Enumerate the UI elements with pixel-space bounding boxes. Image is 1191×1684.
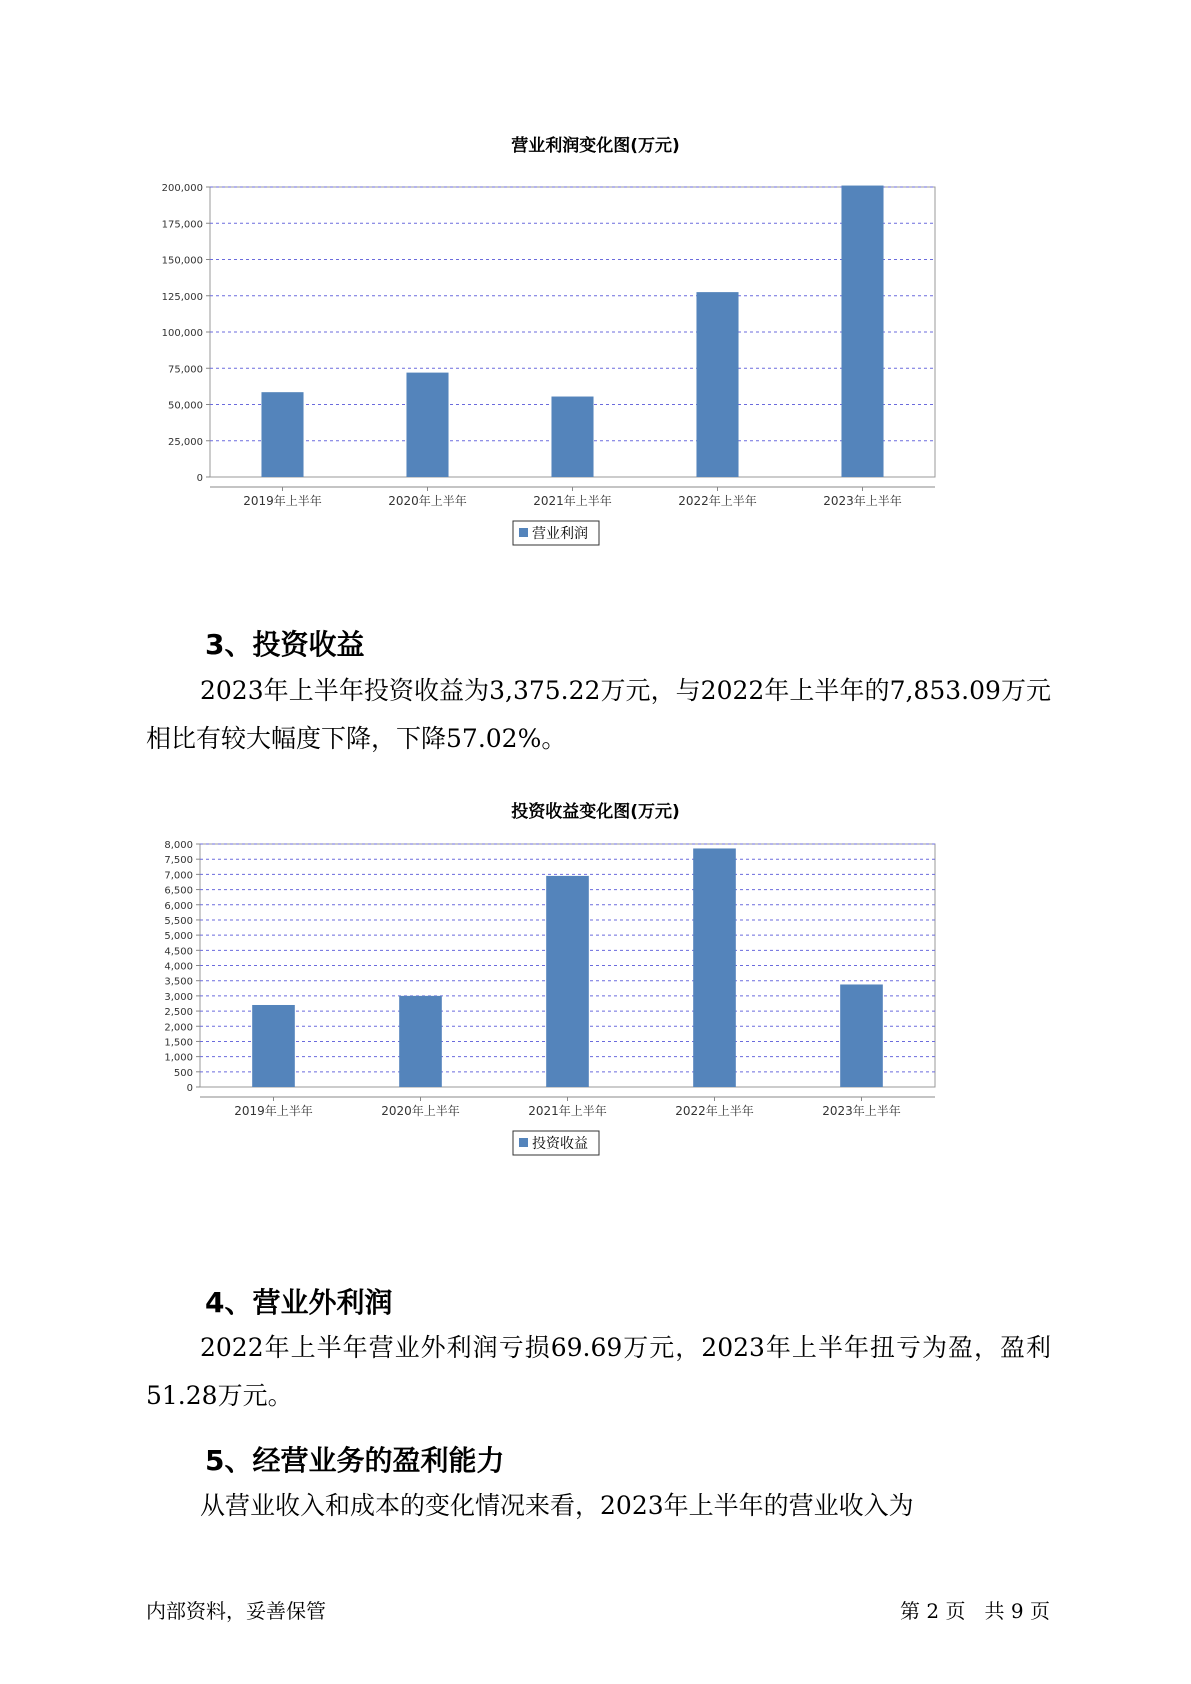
bar <box>841 186 883 477</box>
x-tick-label: 2023年上半年 <box>822 1104 901 1118</box>
y-tick-label: 5,500 <box>164 915 193 927</box>
y-tick-label: 1,500 <box>164 1037 193 1049</box>
y-tick-label: 2,000 <box>164 1022 193 1034</box>
legend-label: 投资收益 <box>532 1136 588 1152</box>
section-heading: 5、经营业务的盈利能力 <box>205 1444 505 1477</box>
y-tick-label: 150,000 <box>161 255 203 267</box>
section-paragraph: 2023年上半年投资收益为3,375.22万元，与2022年上半年的7,853.09万元相比有较大幅度下降，下降57.02%。 <box>146 676 1051 753</box>
y-tick-label: 500 <box>173 1067 193 1079</box>
section-paragraph: 从营业收入和成本的变化情况来看，2023年上半年的营业收入为 <box>200 1491 914 1520</box>
y-tick-label: 50,000 <box>168 400 203 412</box>
bar <box>252 1005 295 1087</box>
section-heading: 3、投资收益 <box>205 628 365 661</box>
y-tick-label: 7,500 <box>164 855 193 867</box>
x-tick-label: 2022年上半年 <box>675 1104 754 1118</box>
x-tick-label: 2020年上半年 <box>381 1104 460 1118</box>
chart-title: 投资收益变化图(万元) <box>511 802 680 822</box>
bar <box>840 984 883 1087</box>
chart-title: 营业利润变化图(万元) <box>511 136 680 156</box>
y-tick-label: 5,000 <box>164 931 193 943</box>
y-tick-label: 0 <box>186 1083 193 1094</box>
y-tick-label: 100,000 <box>161 328 203 339</box>
x-tick-label: 2019年上半年 <box>234 1104 313 1118</box>
x-tick-label: 2021年上半年 <box>533 494 612 508</box>
bar <box>399 996 442 1087</box>
y-tick-label: 6,000 <box>164 900 193 912</box>
y-tick-label: 7,000 <box>164 870 193 882</box>
operating-profit-chart <box>150 172 1030 552</box>
legend-swatch <box>519 528 528 537</box>
legend <box>513 521 599 545</box>
y-tick-label: 6,500 <box>164 885 193 897</box>
y-tick-label: 8,000 <box>164 840 193 851</box>
bar <box>693 848 736 1087</box>
footer-confidential: 内部资料，妥善保管 <box>146 1599 326 1623</box>
y-tick-label: 1,000 <box>164 1052 193 1064</box>
y-tick-label: 125,000 <box>161 291 203 303</box>
y-tick-label: 0 <box>196 473 203 484</box>
legend-label: 营业利润 <box>532 526 588 542</box>
y-tick-label: 75,000 <box>168 364 203 376</box>
footer-page-number: 第 2 页 共 9 页 <box>900 1599 1050 1623</box>
bar <box>696 292 738 477</box>
x-tick-label: 2019年上半年 <box>243 494 322 508</box>
x-tick-label: 2020年上半年 <box>388 494 467 508</box>
section-paragraph: 2022年上半年营业外利润亏损69.69万元，2023年上半年扭亏为盈，盈利51.28万元。 <box>146 1333 1051 1410</box>
x-tick-label: 2022年上半年 <box>678 494 757 508</box>
bar <box>546 876 589 1087</box>
bar <box>551 397 593 477</box>
y-tick-label: 200,000 <box>161 183 203 194</box>
y-tick-label: 4,500 <box>164 946 193 958</box>
bar <box>406 373 448 477</box>
investment-income-chart <box>150 832 1030 1222</box>
legend-swatch <box>519 1138 528 1147</box>
y-tick-label: 3,000 <box>164 991 193 1003</box>
legend <box>513 1131 599 1155</box>
bar <box>261 392 303 477</box>
x-tick-label: 2023年上半年 <box>823 494 902 508</box>
section-heading: 4、营业外利润 <box>205 1286 393 1319</box>
y-tick-label: 2,500 <box>164 1007 193 1019</box>
x-tick-label: 2021年上半年 <box>528 1104 607 1118</box>
y-tick-label: 4,000 <box>164 961 193 973</box>
y-tick-label: 3,500 <box>164 976 193 988</box>
y-tick-label: 25,000 <box>168 436 203 448</box>
y-tick-label: 175,000 <box>161 219 203 231</box>
